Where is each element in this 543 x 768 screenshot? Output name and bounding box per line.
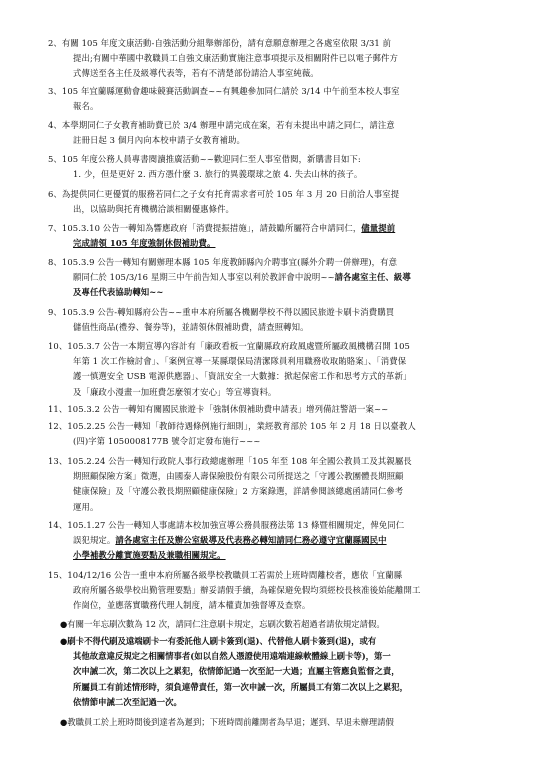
text-segment: 誤犯規定。	[73, 535, 116, 546]
text-line: 5、105 年度公務人員專書閱讀推廣活動~~歡迎同仁至人事室借閱，新購書目如下:	[48, 154, 361, 164]
text-line: ●教職員工於上班時間後到達者為遲到；下班時間前離開者為早退；遲到、早退未辦理請假	[60, 717, 394, 727]
text-line: 健康保險」及「守護公教長期照顧健康保險」2 方案錄選，詳請參閱該總處函請同仁參考	[73, 486, 404, 497]
text-line: 15、104/12/16 公告一重申本府所屬各級學校教職員工若需於上班時間離校者，應依「宜蘭縣	[48, 570, 403, 580]
text-line	[48, 221, 524, 236]
notice-item-4	[48, 118, 524, 148]
text-line: 10、105.3.7 公告一本期宣導內容計有「廉政看板一宜蘭縣政府政風處暨所屬政風機構召開 105	[48, 341, 410, 351]
emphasis-text: 儘量提前	[361, 223, 396, 233]
text-line	[48, 533, 524, 548]
emphasis-text: 請各處室主任、級導	[334, 272, 411, 283]
book-list: 1. 少，但是更好 2. 西方憑什麼 3. 旅行的異義環球之旅 4. 失去山林的孩子。	[73, 169, 363, 180]
emphasis-line: 及專任代表協助轉知~~	[73, 287, 164, 298]
text-line: 儲值性商品(禮券、餐券等)，並請領休假補助費，請查照轉知。	[73, 322, 309, 333]
notice-item-8	[48, 255, 524, 301]
notice-item-5	[48, 152, 524, 182]
text-line: 式傳送至各主任及級導代表等，若有不清楚部份請洽人事室純薇。	[73, 68, 319, 79]
text-line: 8、105.3.9 公告一轉知有關辦理本縣 105 年度教師縣內介聘事宜(縣外介聘一併辦理)，有意	[48, 257, 398, 267]
text-line: 6、為提供同仁更優質的服務若同仁之子女有托育需求者可於 105 年 3 月 20 日前洽人事室提	[48, 189, 400, 199]
bullet-note-late-arrival	[60, 715, 526, 730]
text-line: 護一慎選安全 USB 電源供應器」、「資訊安全一大數據：掀起保密工作和思考方式的革新」	[73, 371, 412, 382]
text-line: 次申誡二次，第二次以上之累犯，依情節記過一次至記一大過；直屬主管應負監督之責，	[73, 666, 400, 677]
notice-item-3	[48, 84, 524, 114]
notice-item-2	[48, 36, 524, 82]
notice-item-15	[48, 568, 524, 614]
text-line: 4、本學期同仁子女教育補助費已於 3/4 辦理申請完成在案，若有未提出申請之同仁，請注意	[48, 120, 395, 130]
text-line: 其他故意違反規定之相關情事者(如以自然人憑證使用遠端連線軟體線上刷卡等)，第一	[73, 651, 391, 662]
notice-item-7	[48, 221, 524, 251]
text-line: 11、105.3.2 公告一轉知有關國民旅遊卡「強制休假補助費申請表」增列備註警語一案~~	[48, 404, 389, 414]
text-line: 作崗位，並應落實職務代理人制度，請本權責加強督導及查察。	[73, 600, 311, 611]
notice-item-14	[48, 518, 524, 564]
notice-item-12	[48, 419, 524, 449]
text-line: 政府所屬各級學校出勤管理要點」辦妥請假手續，為確保避免假均須經校長核准後始能離開工	[73, 585, 421, 596]
text-line: 2、有關 105 年度文康活動-自強活動分組舉辦部份，請有意願意辦理之各處室依限 3/31 前	[48, 38, 392, 48]
notice-item-6	[48, 187, 524, 217]
bullet-note-proxy-punch	[60, 634, 526, 710]
text-line: 提出;有關中華國中教職員工自強文康活動實施注意事項提示及相關附件已以電子郵件方	[73, 53, 398, 64]
text-line: 所屬員工有前述情形時，須負連帶責任，第一次申誡一次，所屬員工有第二次以上之累犯，	[73, 681, 408, 692]
notice-item-11	[48, 402, 524, 417]
text-line: 出，以協助與托育機構洽談相關優惠條件。	[73, 204, 235, 215]
text-line: 年第 1 次工作檢討會」、「案例宣導一某縣環保局清潔隊員利用職務收取賄賂案」、「消費保	[73, 356, 407, 367]
text-line: 註冊日起 3 個月內向本校申請子女教育補助。	[73, 135, 245, 146]
text-line: (四)字第 1050008177B 號令訂定發布施行~~~	[73, 436, 261, 447]
text-line: 報名。	[73, 101, 99, 112]
notice-item-9	[48, 305, 524, 335]
text-line: 3、105 年宜蘭縣運動會趣味競賽活動調查~~有興趣參加同仁請於 3/14 中午前至本校人事室	[48, 86, 400, 96]
text-segment: 7、105.3.10 公告一轉知為響應政府「消費提振措施」，請鼓勵所屬符合申請同仁，	[48, 223, 362, 233]
text-segment: 願同仁於 105/3/16 星期三中午前告知人事室以利於教評會中說明~~	[73, 272, 335, 283]
bullet-note-missed-punch	[60, 617, 526, 632]
text-line: 9、105.3.9 公告-轉知縣府公告~~重申本府所屬各機關學校不得以國民旅遊卡刷卡消費購買	[48, 307, 395, 317]
emphasis-line: 完成請領 105 年度強制休假補助費。	[73, 238, 216, 249]
text-line: 13、105.2.24 公告一轉知行政院人事行政總處辦理「105 年至 108 年全國公教員工及其親屬長	[48, 456, 412, 466]
emphasis-text: 請各處室主任及辦公室級導及代表務必轉知請同仁務必遵守宜蘭縣國民中	[115, 535, 387, 546]
text-line: 12、105.2.25 公告一轉知「教師待遇條例施行細則」，業經教育部於 105 年 2 月 18 日以臺教人	[48, 421, 416, 431]
text-line	[48, 270, 524, 285]
notice-item-13	[48, 454, 524, 515]
notice-item-10	[48, 339, 524, 400]
text-line: 依情節申誡二次至記過一次。	[73, 696, 182, 707]
text-line: 及「廉政小漫畫一加班費怎麼領才安心」等宣導資料。	[73, 386, 277, 397]
emphasis-line: 小學補教分離實施要點及兼職相關規定。	[73, 550, 226, 561]
text-line: 14、105.1.27 公告一轉知人事處請本校加強宣導公務員服務法第 13 條暨相關規定，俾免同仁	[48, 520, 405, 530]
text-line: 期照顧保險方案」徵選，由國泰人壽保險股份有限公司所提送之「守護公教團體長期照顧	[73, 471, 404, 482]
text-line: ●刷卡不得代刷及遠端刷卡一有委託他人刷卡簽到(退)、代替他人刷卡簽到(退)，或有	[60, 636, 377, 646]
text-line: 運用。	[73, 501, 99, 512]
text-line: ●有關一年忘刷次數為 12 次，請同仁注意刷卡規定，忘刷次數若超過者請依規定請假。	[60, 619, 385, 629]
